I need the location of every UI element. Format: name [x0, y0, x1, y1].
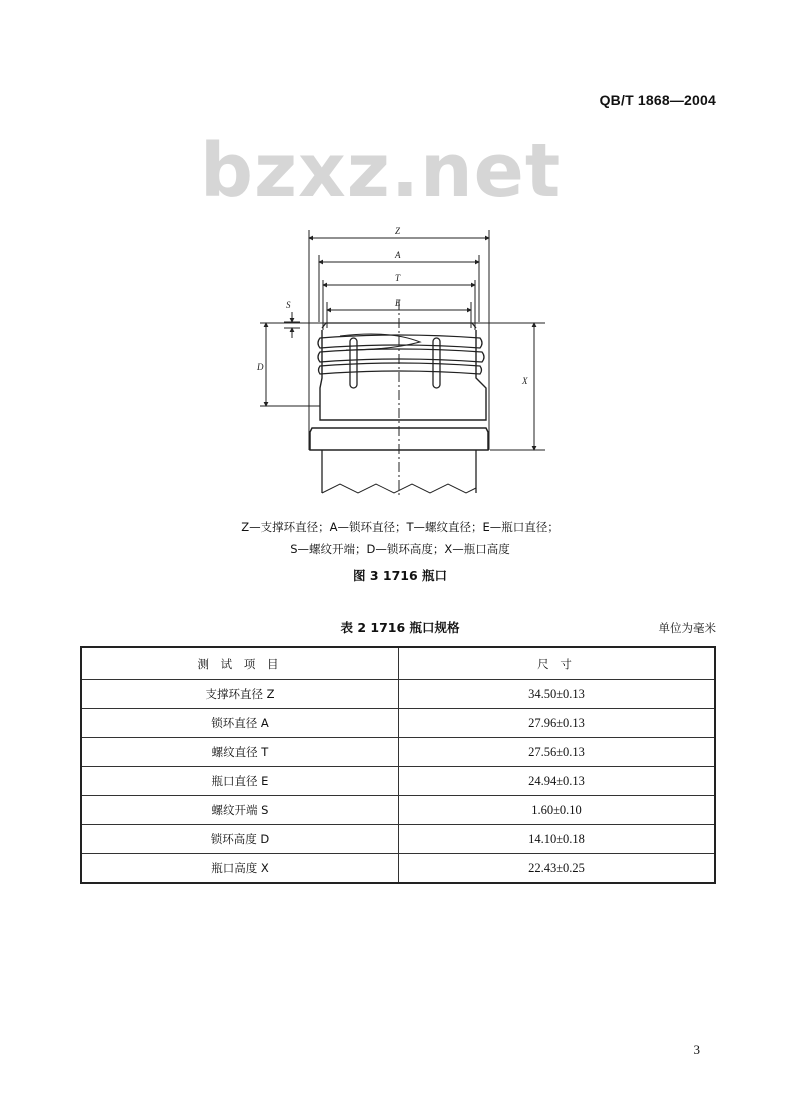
table-row — [81, 796, 715, 825]
figure-caption: 图 3 1716 瓶口 — [352, 568, 448, 583]
row-value: 22.43±0.25 — [399, 854, 716, 884]
row-value: 27.96±0.13 — [399, 709, 716, 738]
table-title: 表 2 1716 瓶口规格 — [340, 620, 460, 635]
row-value: 1.60±0.10 — [399, 796, 716, 825]
figure-legend-line-2: S—螺纹开端；D—锁环高度；X—瓶口高度 — [290, 542, 510, 556]
table-row — [81, 738, 715, 767]
row-value: 24.94±0.13 — [399, 767, 716, 796]
label-x: X — [522, 376, 528, 386]
table-row — [81, 709, 715, 738]
spec-table — [80, 646, 716, 884]
row-value: 27.56±0.13 — [399, 738, 716, 767]
watermark: bzxz.net — [200, 128, 562, 214]
row-item: 螺纹直径 T — [81, 738, 399, 767]
table-row — [81, 680, 715, 709]
label-e: E — [395, 298, 401, 308]
label-t: T — [395, 273, 401, 283]
standard-number: QB/T 1868—2004 — [599, 92, 716, 108]
row-item: 螺纹开端 S — [81, 796, 399, 825]
table-header-row — [81, 647, 715, 680]
label-d: D — [257, 362, 264, 372]
row-value: 14.10±0.18 — [399, 825, 716, 854]
row-item: 锁环高度 D — [81, 825, 399, 854]
row-item: 瓶口直径 E — [81, 767, 399, 796]
label-a: A — [395, 250, 401, 260]
page-number: 3 — [693, 1042, 700, 1057]
row-item: 锁环直径 A — [81, 709, 399, 738]
bottle-neck-svg — [240, 210, 560, 500]
row-value: 34.50±0.13 — [399, 680, 716, 709]
row-item: 支撑环直径 Z — [81, 680, 399, 709]
figure-legend-line-1: Z—支撑环直径；A—锁环直径；T—螺纹直径；E—瓶口直径； — [241, 520, 559, 534]
row-item: 瓶口高度 X — [81, 854, 399, 884]
table-row — [81, 767, 715, 796]
header-dimension: 尺 寸 — [399, 647, 716, 680]
table-row — [81, 825, 715, 854]
table-unit: 单位为毫米 — [658, 621, 716, 635]
label-s: S — [286, 300, 291, 310]
label-z: Z — [395, 226, 401, 236]
table-row — [81, 854, 715, 884]
bottle-neck-drawing — [240, 210, 560, 500]
header-test-item: 测 试 项 目 — [81, 647, 399, 680]
